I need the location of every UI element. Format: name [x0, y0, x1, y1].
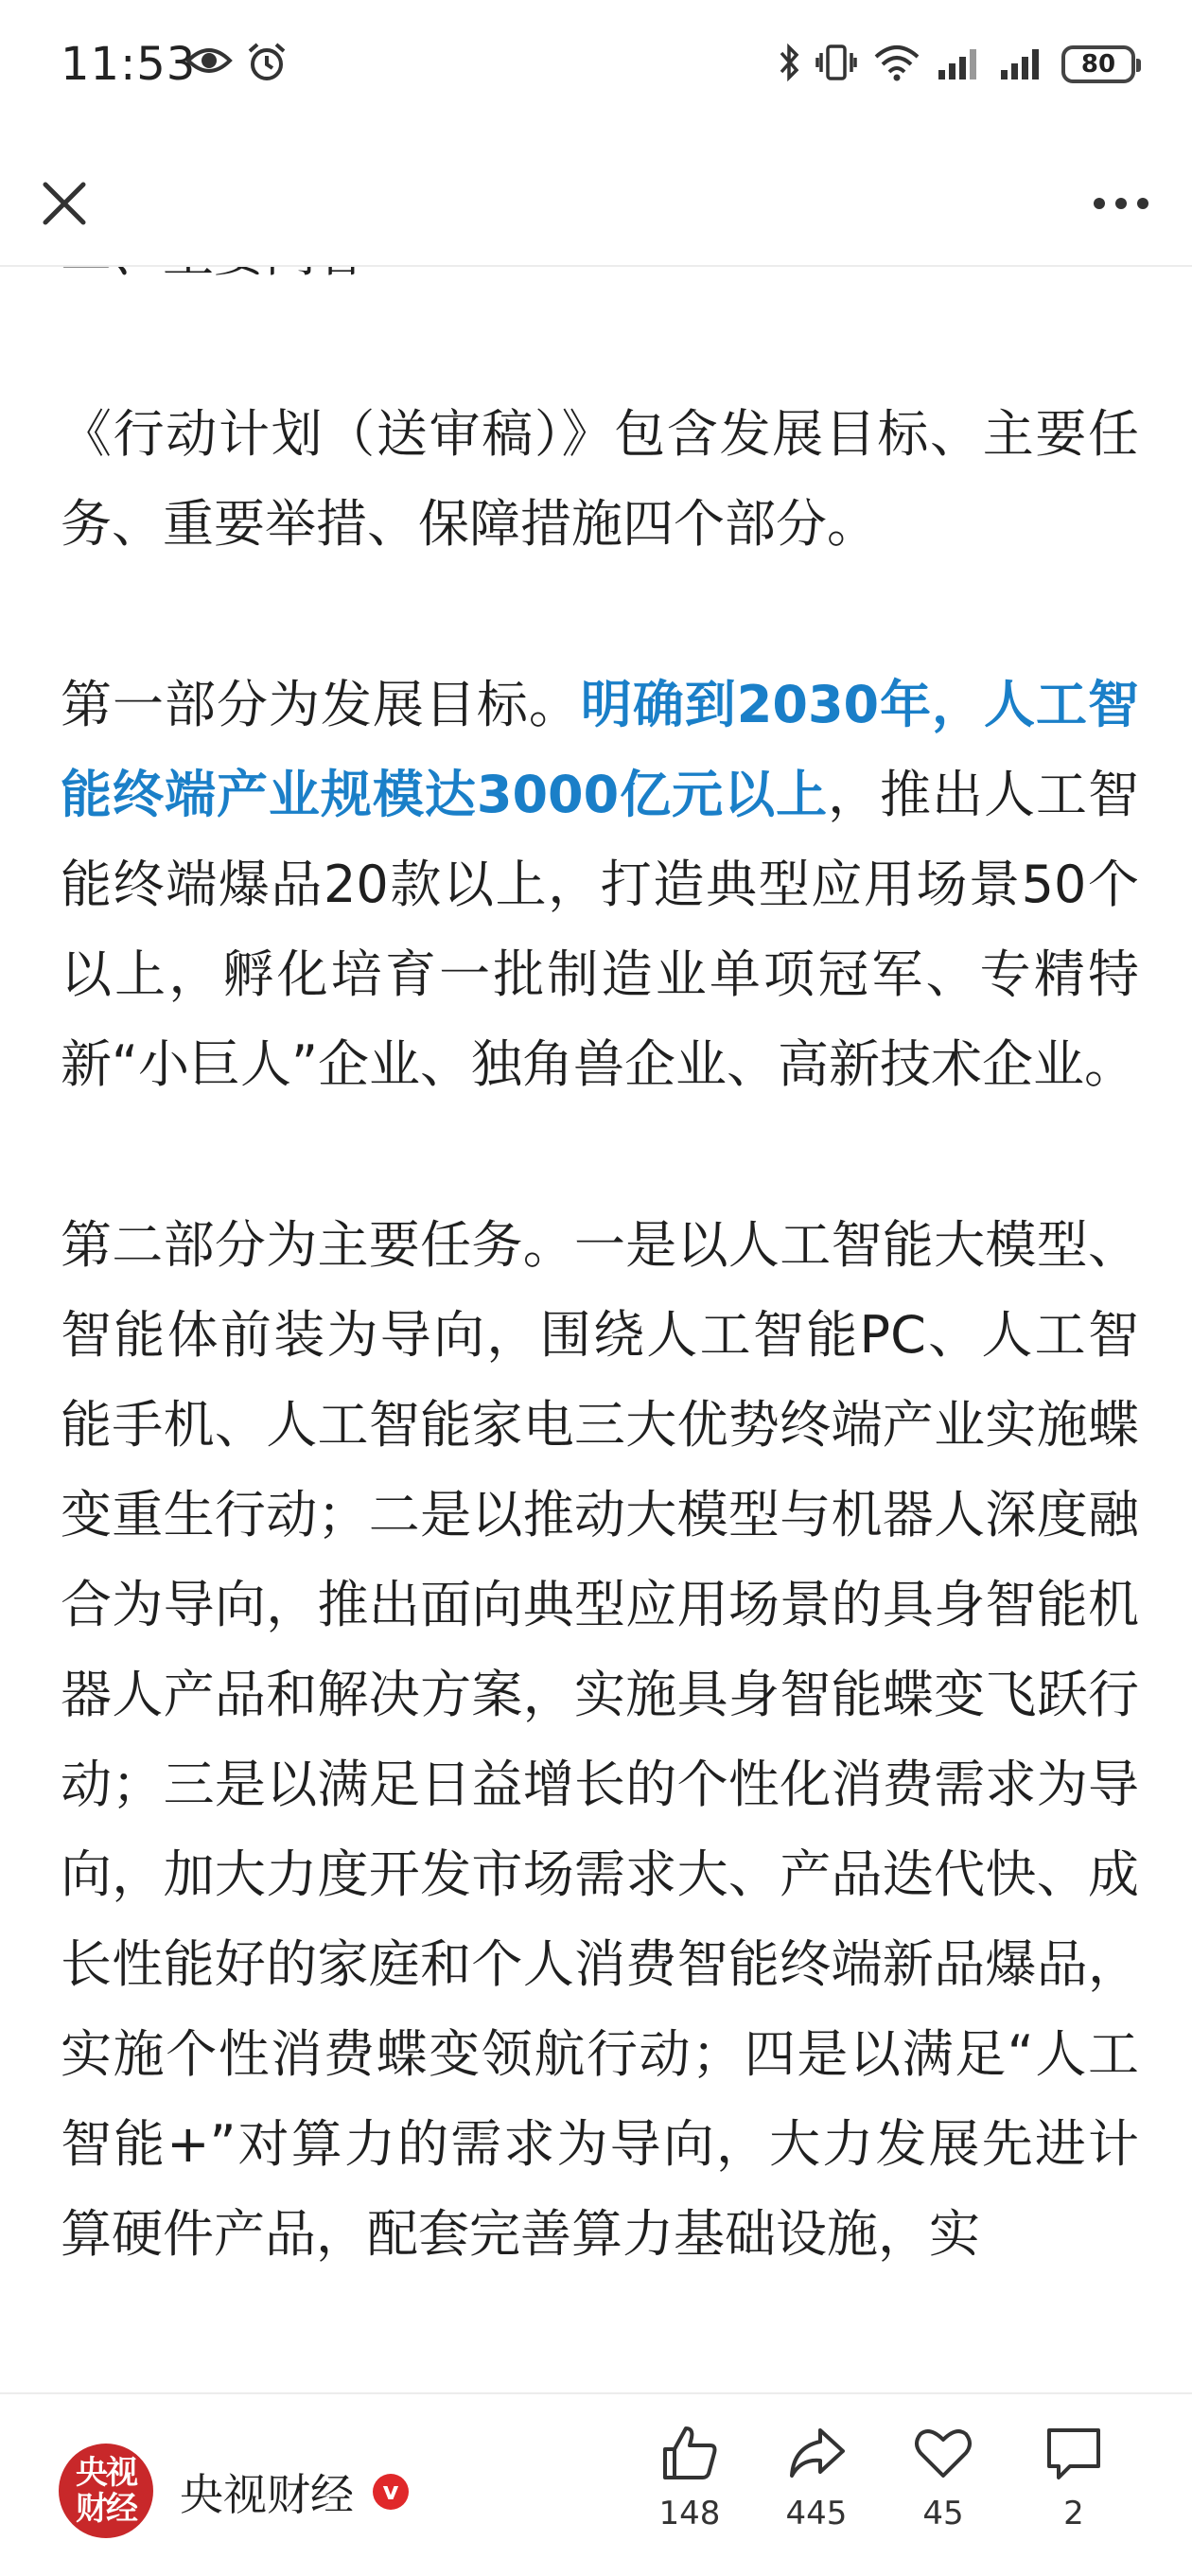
signal-icon — [999, 44, 1046, 85]
avatar[interactable] — [59, 2444, 153, 2538]
comment-count: 2 — [1063, 2495, 1084, 2532]
comment-button[interactable] — [1022, 2423, 1126, 2532]
like-count: 148 — [658, 2495, 721, 2532]
vibrate-icon — [815, 42, 857, 87]
paragraph-3: 第二部分为主要任务。一是以人工智能大模型、智能体前装为导向，围绕人工智能PC、人工智能手机、人工智能家电三大优势终端产业实施蝶变重生行动；二是以推动大模型与机器人深度融合为导向，推出面向典型应用场景的具身智能机器人产品和解决方案，实施具身智能蝶变飞跃行动；三是以满足日益增长的个性化消费需求为导向，加大力度开发市场需求大、产品迭代快、成长性能好的家庭和个人消费智能终端新品爆品，实施个性消费蝶变领航行动；四是以满足“人工智能+”对算力的需求为导向，大力发展先进计算硬件产品，配套完善算力基础设施，实 — [61, 1215, 1139, 2264]
more-icon — [1093, 197, 1149, 210]
account-name[interactable]: 央视财经 — [180, 2469, 354, 2520]
more-button[interactable] — [1078, 168, 1164, 239]
bluetooth-icon — [778, 42, 800, 87]
paragraph-1: 《行动计划（送审稿）》包含发展目标、主要任务、重要举措、保障措施四个部分。 — [61, 404, 1139, 554]
article-body — [0, 265, 1192, 2394]
status-bar — [0, 0, 1192, 142]
paragraph-2-intro: 第一部分为发展目标。 — [61, 675, 581, 734]
verified-badge: v — [373, 2474, 409, 2510]
signal-icon — [937, 44, 984, 85]
like-button[interactable] — [638, 2423, 742, 2532]
favorite-button[interactable] — [891, 2423, 995, 2532]
wifi-icon — [872, 44, 921, 85]
bottom-bar — [0, 2392, 1192, 2576]
avatar-line-1: 央视 — [76, 2454, 136, 2492]
comment-icon — [1043, 2423, 1104, 2483]
paragraph-2 — [61, 660, 1139, 1109]
alarm-icon — [246, 42, 288, 87]
status-left-icons — [185, 42, 288, 87]
share-count: 445 — [785, 2495, 848, 2532]
eye-icon — [185, 42, 233, 87]
close-button[interactable] — [28, 168, 100, 239]
thumbs-up-icon — [659, 2423, 720, 2483]
highlighted-text: 明确到2030年，人工智能终端产业规模达3000亿元以上 — [61, 675, 1140, 824]
battery-indicator: 80 — [1061, 45, 1135, 83]
avatar-line-2: 财经 — [76, 2490, 136, 2528]
status-time: 11:53 — [61, 38, 197, 91]
share-button[interactable] — [764, 2423, 868, 2532]
top-toolbar — [0, 142, 1192, 267]
heart-icon — [913, 2423, 973, 2483]
status-right-icons — [778, 42, 1135, 87]
article-content — [61, 208, 1139, 2370]
share-icon — [786, 2423, 847, 2483]
paragraph-2-rest: ，推出人工智能终端爆品20款以上，打造典型应用场景50个以上，孵化培育一批制造业单项冠军、专精特新“小巨人”企业、独角兽企业、高新技术企业。 — [61, 765, 1139, 1094]
favorite-count: 45 — [922, 2495, 964, 2532]
close-icon — [42, 181, 87, 226]
